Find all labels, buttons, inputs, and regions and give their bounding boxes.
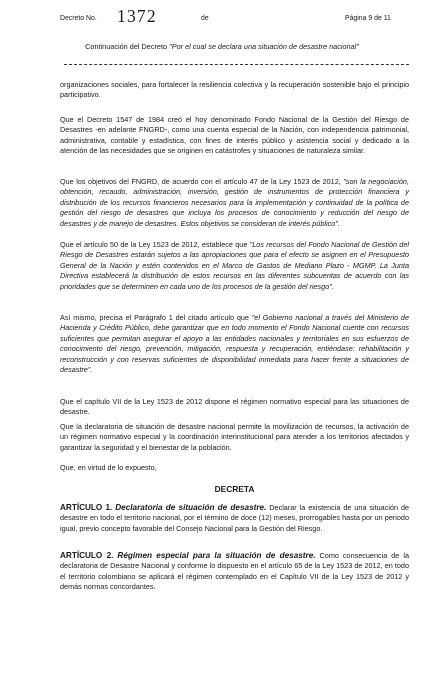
decree-number: 1372 xyxy=(117,6,157,26)
date-label: de xyxy=(201,15,209,22)
article-2-label: ARTÍCULO 2. xyxy=(60,551,114,560)
paragraph-4: Que el artículo 50 de la Ley 1523 de 2012, establece que "Los recursos del Fondo Nacional de Gestión del Riesgo de Desastres estarán sujetos a las apropiaciones que para el efecto se asignen en el Presupuesto General de la Nación y estén contenidos en el Marco de Gastos de Mediano Plazo - MGMP. La Junta Directiva establecerá la distribución de estos recursos en las diferentes subcuentas de acuerdo con las prioridades que se determinen en cada uno de los procesos de la gestión del riesgo". xyxy=(60,240,409,291)
article-1 xyxy=(60,503,409,534)
continuation-line xyxy=(44,42,400,51)
paragraph-6: Que el capítulo VII de la Ley 1523 de 2012 dispone el régimen normativo especial para las situaciones de desastre. xyxy=(60,397,409,417)
article-2-title: Régimen especial para la situación de desastre. xyxy=(117,551,316,560)
page-indicator: Página 9 de 11 xyxy=(345,15,391,22)
continuation-prefix: Continuación del Decreto xyxy=(85,42,168,51)
paragraph-8: Que, en virtud de lo expuesto, xyxy=(60,463,157,472)
decreta-heading: DECRETA xyxy=(214,484,255,494)
decree-label: Decreto No. xyxy=(60,15,97,22)
article-2-text: Como consecuencia de la declaratoria de Desastre Nacional y conforme lo dispuesto en el artículo 65 de la Ley 1523 de 2012, en todo el territorio colombiano se aplicará el régimen contemplado en el Capítulo VII de la Ley 1523 de 2012 y demás normas concordantes. xyxy=(60,551,409,592)
article-2 xyxy=(60,551,409,593)
paragraph-7: Que la declaratoria de situación de desastre nacional permite la movilización de recursos, la activación de un régimen normativo especial y la coordinación interinstitucional para atender a los territorios afectados y garantizar la seguridad y el bienestar de la población. xyxy=(60,422,409,452)
paragraph-1: organizaciones sociales, para fortalecer la resiliencia colectiva y la recuperación sostenible bajo el principio participativo. xyxy=(60,80,409,100)
article-1-text: Declarar la existencia de una situación de desastre en todo el territorio nacional, por el término de doce (12) meses, prorrogables hasta por un periodo igual, previo concepto favorable del Consejo Nacional para la Gestión del Riesgo. xyxy=(60,503,410,533)
paragraph-2: Que el Decreto 1547 de 1984 creó el hoy denominado Fondo Nacional de la Gestión del Riesgo de Desastres -en adelante FNGRD-, como una cuenta especial de la Nación, con independencia patrimonial, administrativa, contable y estadística, con fines de interés público y asistencia social y dedicado a la atención de las necesidades que se originen en catástrofes y situaciones de naturaleza similar. xyxy=(60,115,409,156)
paragraph-5: Así mismo, precisa el Parágrafo 1 del citado artículo que "el Gobierno nacional a través del Ministerio de Hacienda y Crédito Público, debe garantizar que en todo momento el Fondo Nacional cuente con recursos suficientes que permitan asegurar el apoyo a las entidades nacionales y territoriales en sus esfuerzos de conocimiento del riesgo, prevención, mitigación, respuesta y recuperación, entiéndase: rehabilitación y reconstrucción y con reservas suficientes de disponibilidad inmediata para hacer frente a situaciones de desastre". xyxy=(60,313,409,375)
paragraph-3: Que los objetivos del FNGRD, de acuerdo con el artículo 47 de la Ley 1523 de 2012, "son la negociación, obtención, recaudo, administración, inversión, gestión de instrumentos de protección financiera y distribución de los recursos financieros necesarios para la implementación y continuidad de la política de gestión del riesgo de desastres que incluya los procesos de conocimiento y reducción del riesgo de desastres y de manejo de desastres. Estos objetivos se consideran de interés público". xyxy=(60,177,409,228)
decree-title: "Por el cual se declara una situación de desastre nacional" xyxy=(169,42,359,51)
article-1-title: Declaratoria de situación de desastre. xyxy=(115,503,267,512)
article-1-label: ARTÍCULO 1. xyxy=(60,503,113,512)
separator-line xyxy=(64,64,409,65)
